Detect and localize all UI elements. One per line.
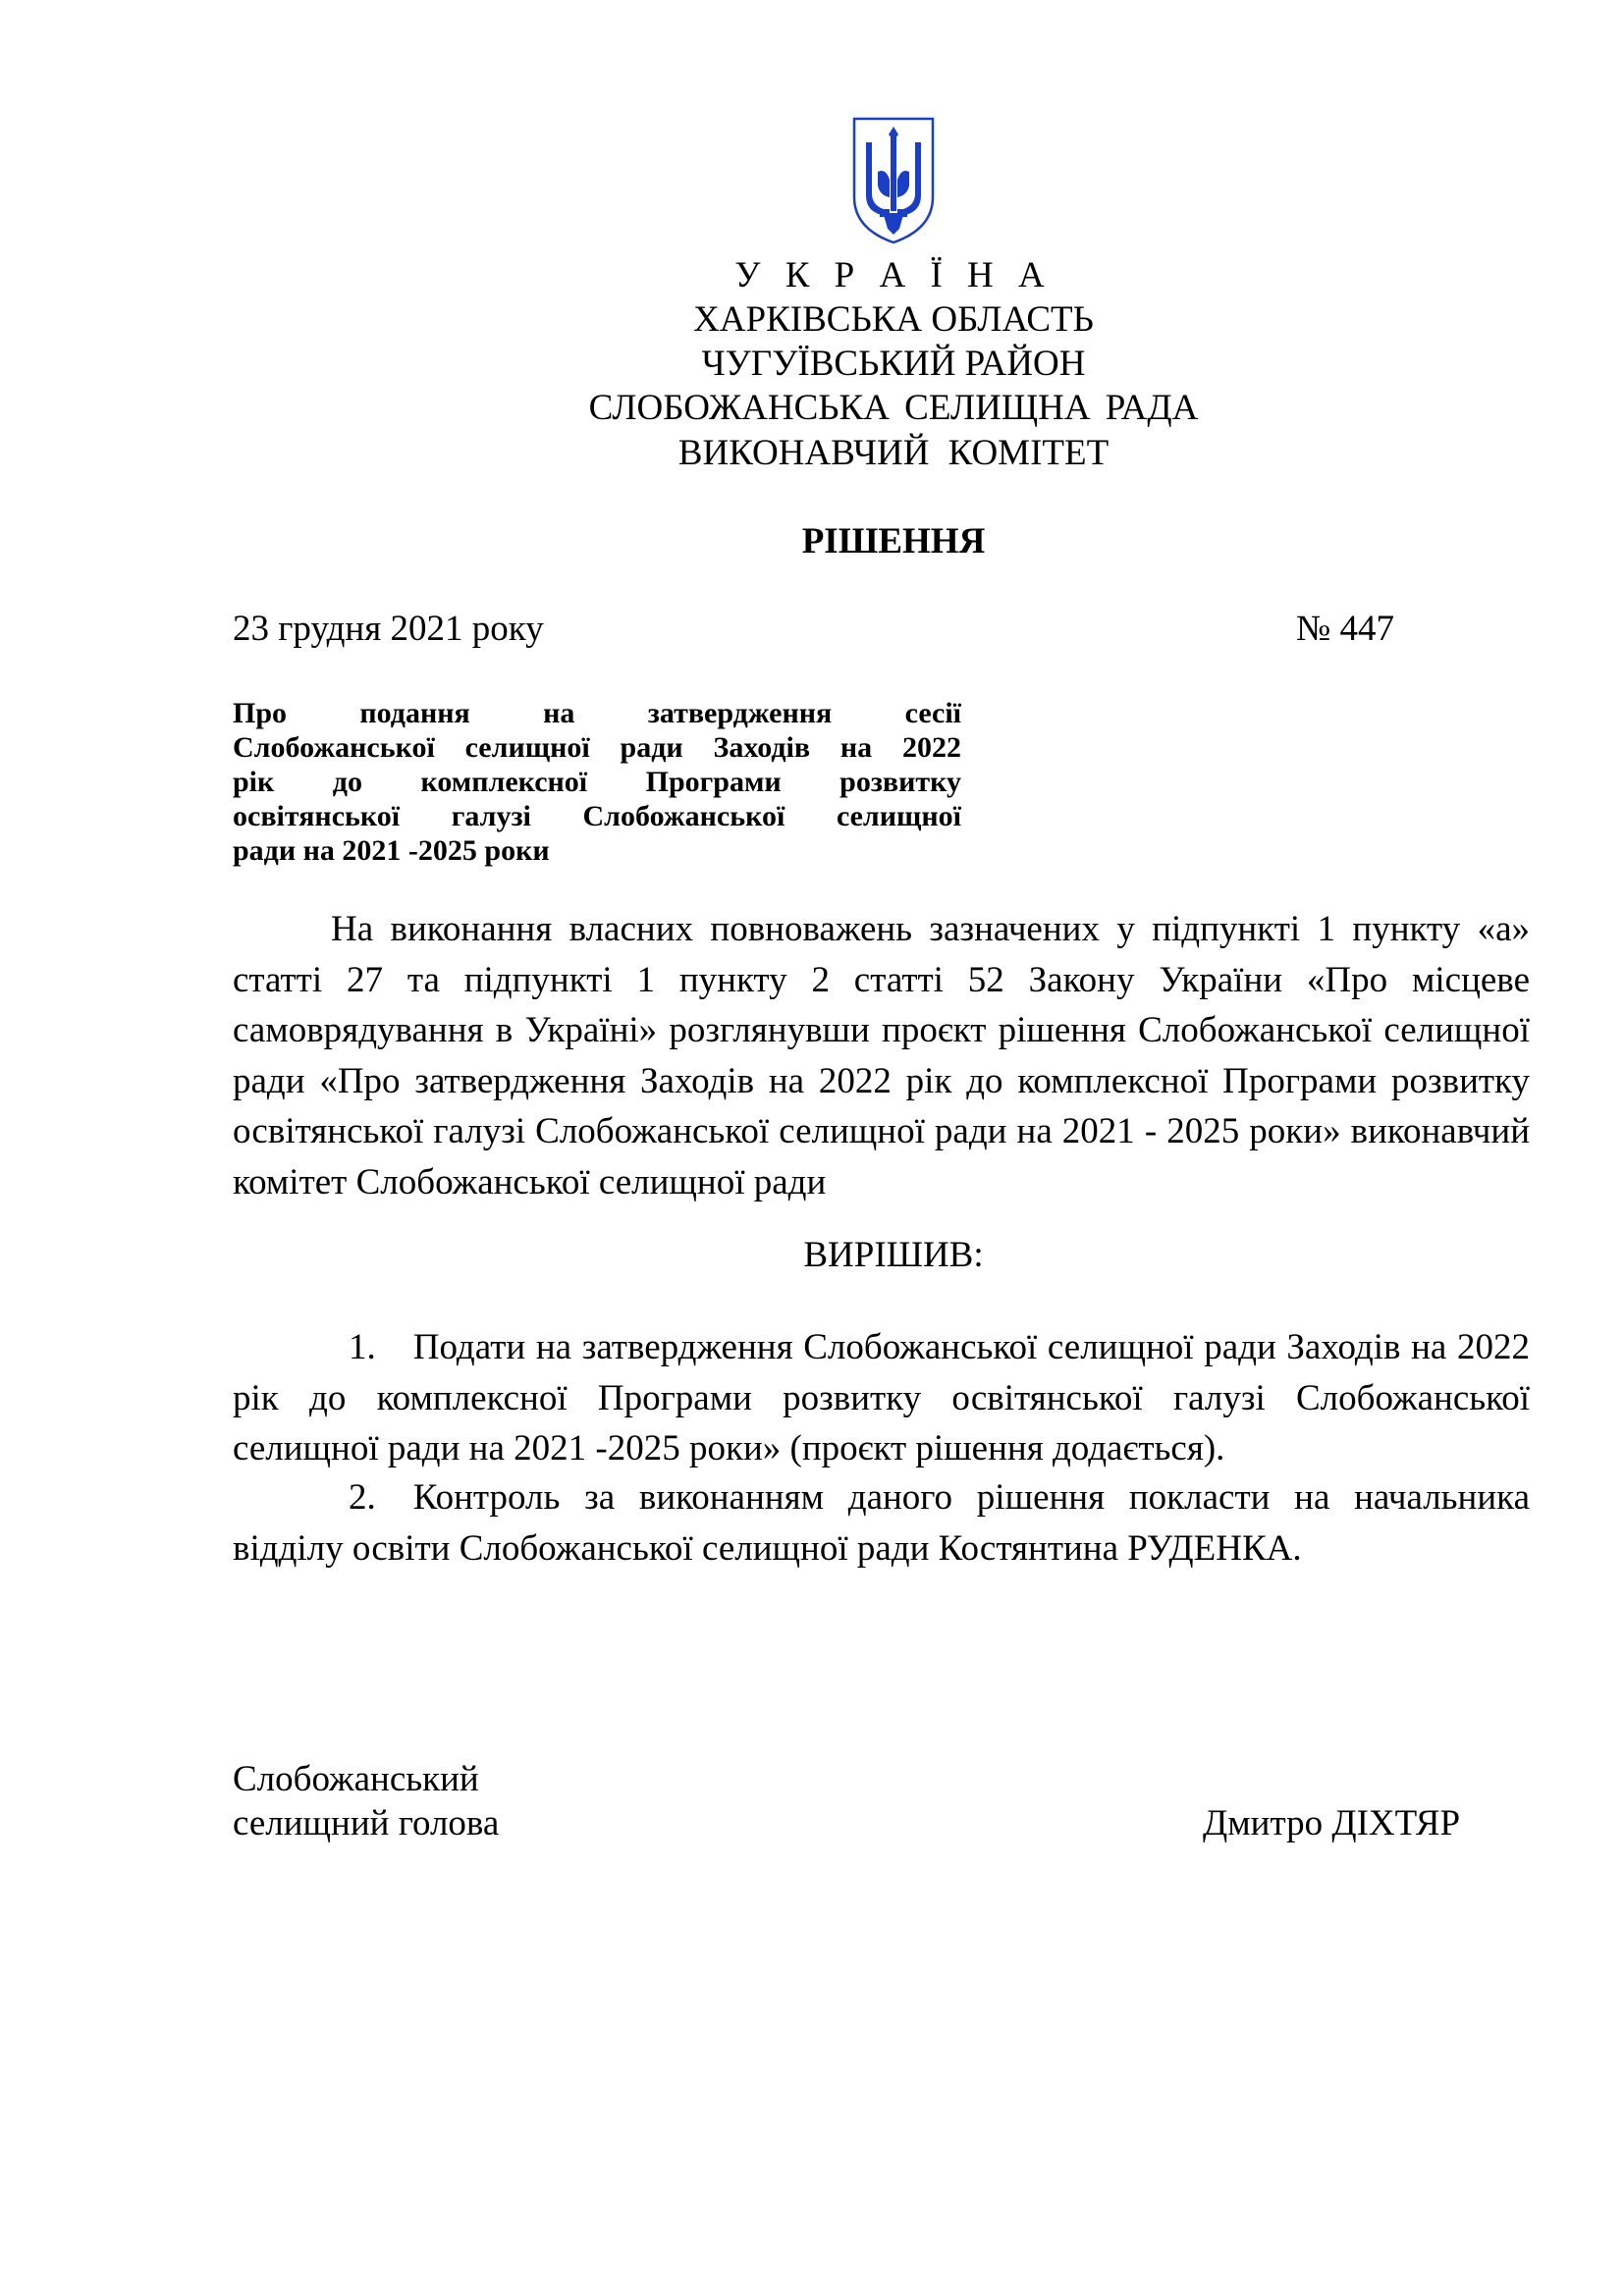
subject-line: Слобожанської селищної ради Заходів на 2022 — [233, 731, 961, 764]
item-text: Подати на затвердження Слобожанської селищної ради Заходів на 2022 рік до комплексної Програми розвитку освітянської галузі Слобожанської селищної ради на 2021 -2025 роки» (проєкт рішення додається). — [233, 1327, 1530, 1468]
document-date: 23 грудня 2021 року — [233, 609, 544, 649]
signatory-name: Дмитро ДІХТЯР — [1203, 1803, 1461, 1843]
header-country: У К Р А Ї Н А — [734, 255, 1053, 295]
resolved-heading: ВИРІШИВ: — [803, 1235, 984, 1275]
signatory-position-line: Слобожанський — [233, 1759, 479, 1799]
subject-line: Про подання на затвердження сесії — [233, 697, 961, 729]
subject-line: освітянської галузі Слобожанської селищної — [233, 800, 961, 832]
header-district: ЧУГУЇВСЬКИЙ РАЙОН — [701, 344, 1086, 384]
header-committee: ВИКОНАВЧИЙ КОМІТЕТ — [677, 433, 1110, 473]
resolution-item — [233, 1472, 1530, 1574]
preamble-paragraph: На виконання власних повноважень зазначених у підпункті 1 пункту «а» статті 27 та підпункті 1 пункту 2 статті 52 Закону України «Про місцеве самоврядування в Україні» розглянувши проєкт рішення Слобожанської селищної ради «Про затвердження Заходів на 2022 рік до комплексної Програми розвитку освітянської галузі Слобожанської селищної ради на 2021 - 2025 роки» виконавчий комітет Слобожанської селищної ради — [233, 909, 1530, 1202]
item-number: 1. — [349, 1327, 376, 1367]
tryzub-coat-of-arms-icon — [850, 115, 937, 246]
signatory-position-line: селищний голова — [233, 1803, 500, 1843]
document-title: РІШЕННЯ — [801, 521, 986, 561]
item-text: Контроль за виконанням даного рішення покласти на начальника відділу освіти Слобожанської селищної ради Костянтина РУДЕНКА. — [233, 1477, 1530, 1569]
subject-line: ради на 2021 -2025 роки — [233, 834, 550, 867]
document-number: № 447 — [1296, 609, 1395, 649]
document-subject — [233, 696, 961, 868]
item-number: 2. — [349, 1477, 376, 1518]
header-region: ХАРКІВСЬКА ОБЛАСТЬ — [693, 299, 1094, 340]
signatory-position — [233, 1757, 499, 1845]
header-council: СЛОБОЖАНСЬКА СЕЛИЩНА РАДА — [588, 388, 1199, 428]
subject-line: рік до комплексної Програми розвитку — [233, 766, 961, 798]
resolution-item — [233, 1322, 1530, 1474]
